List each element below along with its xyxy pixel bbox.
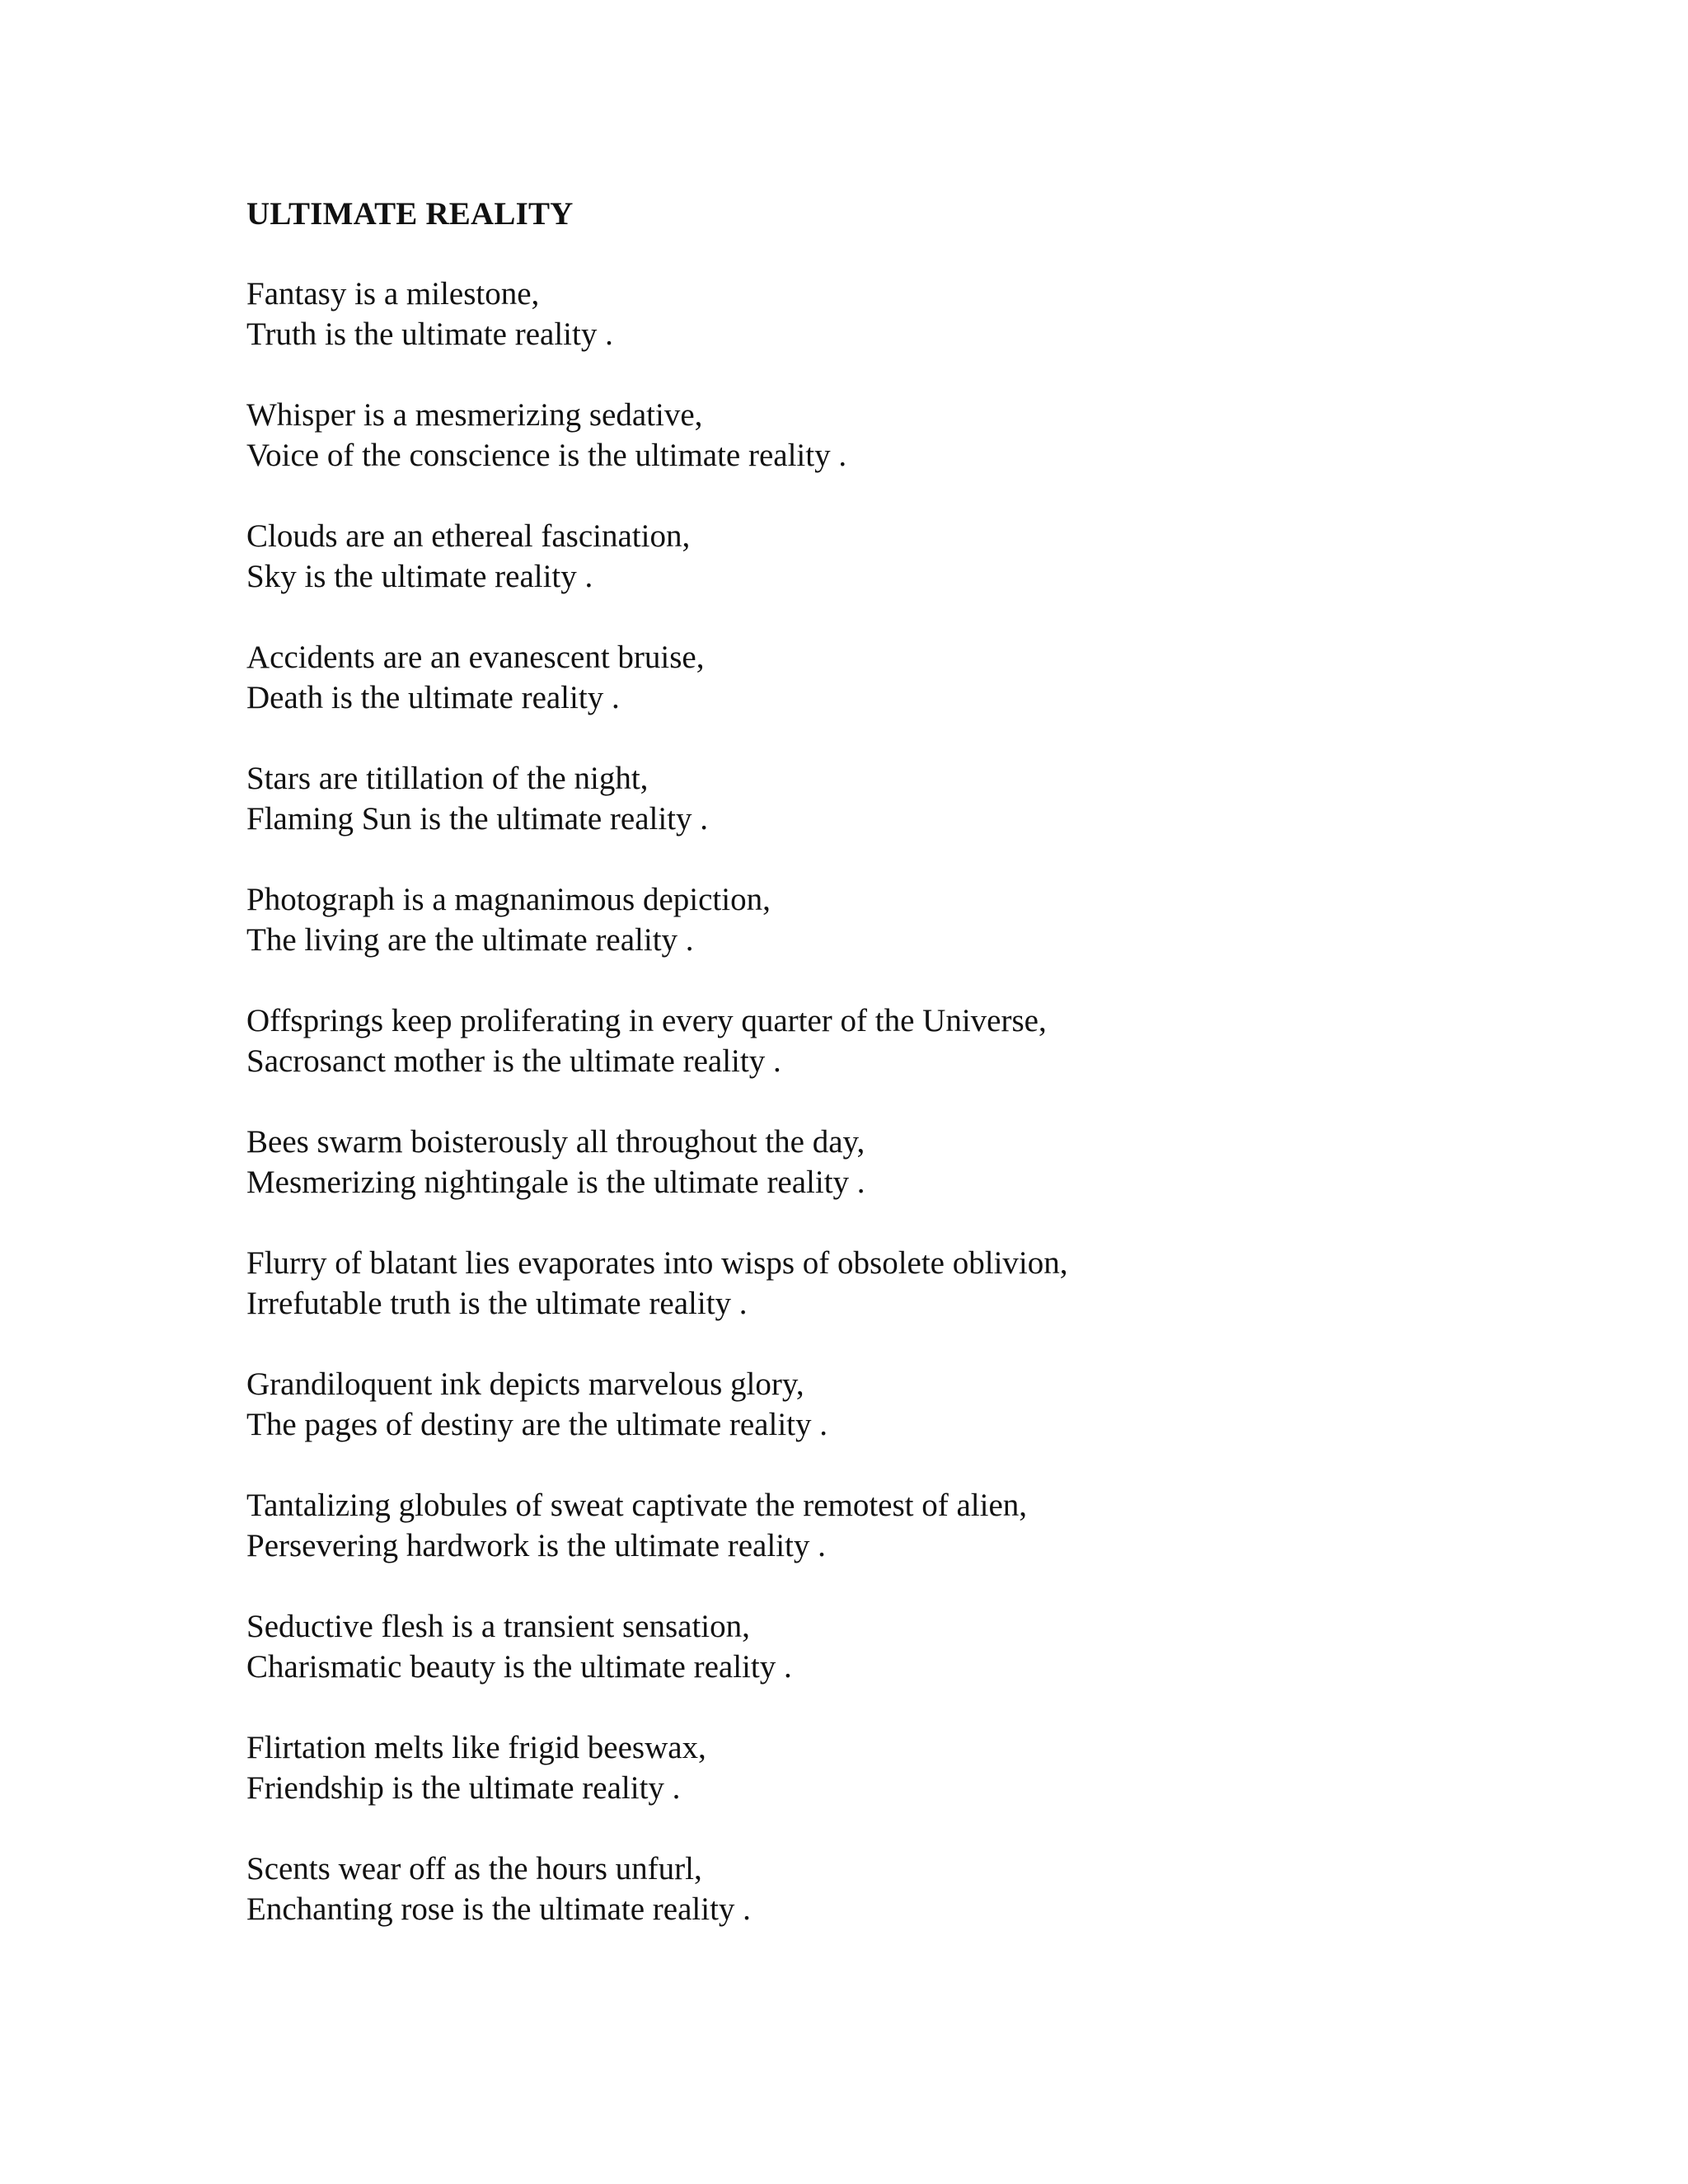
stanza bbox=[246, 395, 1565, 476]
poem-line: Fantasy is a milestone, bbox=[246, 276, 540, 312]
stanza bbox=[246, 1606, 1565, 1687]
poem-line: Flurry of blatant lies evaporates into wisps of obsolete oblivion, bbox=[246, 1245, 1068, 1281]
poem-line: Grandiloquent ink depicts marvelous glory, bbox=[246, 1366, 804, 1402]
poem-line: Scents wear off as the hours unfurl, bbox=[246, 1851, 702, 1886]
poem-line: Sacrosanct mother is the ultimate reality . bbox=[246, 1043, 781, 1079]
poem-line: The living are the ultimate reality . bbox=[246, 922, 694, 958]
poem-line: Friendship is the ultimate reality . bbox=[246, 1770, 681, 1806]
stanza bbox=[246, 1727, 1565, 1808]
poem-line: Bees swarm boisterously all throughout the day, bbox=[246, 1124, 865, 1160]
poem-line: Stars are titillation of the night, bbox=[246, 761, 649, 796]
poem-line: Offsprings keep proliferating in every quarter of the Universe, bbox=[246, 1003, 1047, 1038]
poem-line: Photograph is a magnanimous depiction, bbox=[246, 882, 771, 917]
poem-line: Mesmerizing nightingale is the ultimate reality . bbox=[246, 1165, 865, 1200]
poem-line: Sky is the ultimate reality . bbox=[246, 559, 593, 594]
poem-title: ULTIMATE REALITY bbox=[246, 196, 574, 232]
stanza bbox=[246, 1364, 1565, 1445]
poem-line: The pages of destiny are the ultimate reality . bbox=[246, 1407, 828, 1442]
poem-line: Enchanting rose is the ultimate reality . bbox=[246, 1891, 751, 1927]
poem-line: Clouds are an ethereal fascination, bbox=[246, 518, 691, 554]
stanza bbox=[246, 758, 1565, 839]
poem-line: Flaming Sun is the ultimate reality . bbox=[246, 801, 709, 837]
poem-line: Seductive flesh is a transient sensation, bbox=[246, 1609, 750, 1644]
poem-line: Tantalizing globules of sweat captivate the remotest of alien, bbox=[246, 1488, 1028, 1523]
poem bbox=[246, 194, 1565, 1970]
stanza bbox=[246, 274, 1565, 354]
poem-line: Flirtation melts like frigid beeswax, bbox=[246, 1730, 706, 1765]
stanza bbox=[246, 1001, 1565, 1081]
stanza bbox=[246, 1485, 1565, 1566]
poem-line: Irrefutable truth is the ultimate reality . bbox=[246, 1286, 748, 1321]
stanza bbox=[246, 1122, 1565, 1202]
poem-line: Charismatic beauty is the ultimate reality . bbox=[246, 1649, 792, 1685]
poem-line: Whisper is a mesmerizing sedative, bbox=[246, 397, 703, 433]
stanza bbox=[246, 637, 1565, 718]
stanza bbox=[246, 516, 1565, 597]
poem-line: Voice of the conscience is the ultimate reality . bbox=[246, 438, 847, 473]
poem-line: Persevering hardwork is the ultimate reality . bbox=[246, 1528, 826, 1563]
stanza bbox=[246, 1243, 1565, 1324]
poem-line: Accidents are an evanescent bruise, bbox=[246, 640, 705, 675]
stanza bbox=[246, 1849, 1565, 1929]
poem-line: Death is the ultimate reality . bbox=[246, 680, 620, 715]
poem-line: Truth is the ultimate reality . bbox=[246, 316, 613, 352]
stanza bbox=[246, 879, 1565, 960]
